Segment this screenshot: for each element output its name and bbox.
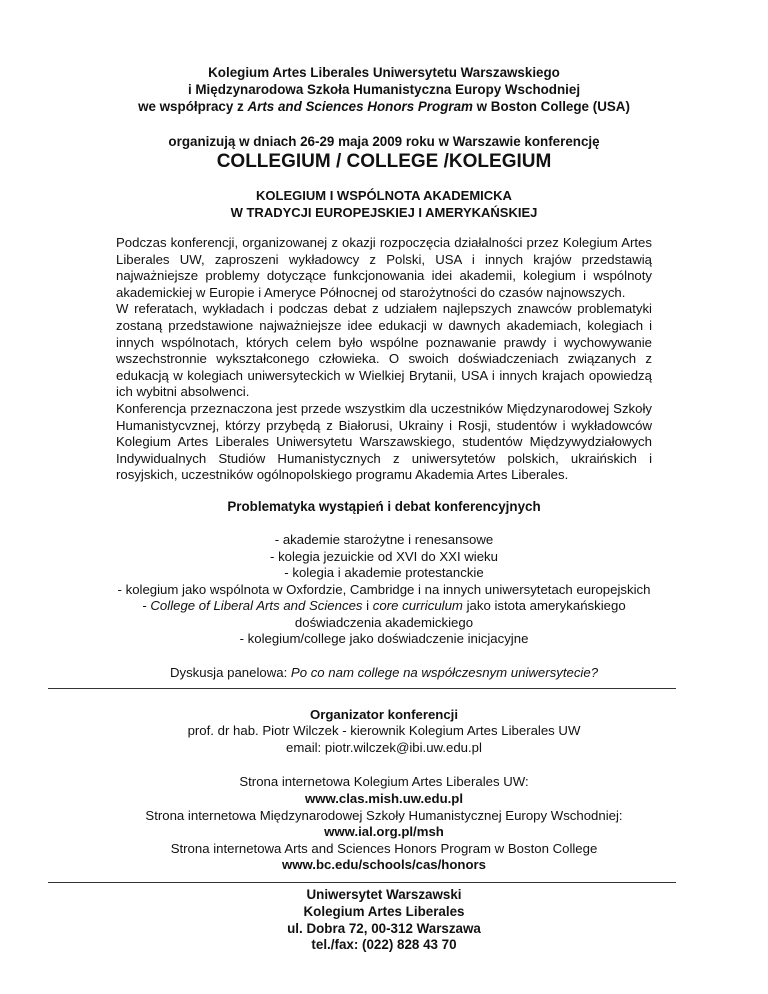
- footer-line-1: Uniwersytet Warszawski: [306, 887, 462, 902]
- topic-dash: -: [142, 598, 151, 614]
- panel-label: Dyskusja panelowa:: [169, 665, 291, 681]
- organizer-block: [0, 707, 768, 757]
- conference-title: COLLEGIUM / COLLEGE /KOLEGIUM: [216, 151, 552, 172]
- topics-list: [0, 532, 768, 648]
- link-label: Strona internetowa Międzynarodowej Szkoły Humanistycznej Europy Wschodniej:: [145, 807, 623, 823]
- description-body: [116, 235, 652, 484]
- footer-line-2: Kolegium Artes Liberales: [303, 903, 465, 919]
- link-label: Strona internetowa Kolegium Artes Liberales UW:: [239, 774, 529, 790]
- header-line-3-end: w Boston College (USA): [472, 99, 630, 114]
- topic-item-continued: doświadczenia akademickiego: [294, 614, 474, 630]
- panel-discussion: [0, 665, 768, 682]
- honors-program-name: Arts and Sciences Honors Program: [247, 99, 473, 114]
- panel-question: Po co nam college na współczesnym uniwersytecie?: [290, 665, 599, 681]
- footer-line-4: tel./fax: (022) 828 43 70: [311, 937, 457, 953]
- topic-item: [0, 598, 768, 615]
- topic-item: - kolegia i akademie protestanckie: [284, 565, 484, 581]
- topic-item: - akademie starożytne i renesansowe: [274, 531, 494, 547]
- header-line-3: [0, 98, 768, 115]
- subtitle-line-2: W TRADYCJI EUROPEJSKIEJ I AMERYKAŃSKIEJ: [230, 205, 538, 220]
- topic-item: - kolegium/college jako doświadczenie inicjacyjne: [239, 631, 529, 647]
- description-paragraph: Podczas konferencji, organizowanej z okazji rozpoczęcia działalności przez Kolegium Artes Liberales UW, zaproszeni wykładowcy z Polski, USA i innych krajów przedstawią najważniejsze problemy dotyczące funkcjonowania idei akademii, kolegium i wspólnoty akademickiej w Europie i Ameryce Północnej od starożytności do czasów najnowszych.: [116, 235, 652, 300]
- header-block: [0, 64, 768, 115]
- footer-line-3: ul. Dobra 72, 00-312 Warszawa: [287, 920, 481, 936]
- organizer-email: email: piotr.wilczek@ibi.uw.edu.pl: [286, 739, 482, 755]
- header-line-1: Kolegium Artes Liberales Uniwersytetu Warszawskiego: [208, 65, 560, 80]
- topic-italic-college: College of Liberal Arts and Sciences: [150, 598, 363, 614]
- divider: [48, 688, 676, 689]
- links-block: [0, 774, 768, 874]
- footer-address: [0, 887, 768, 954]
- subtitle-line-1: KOLEGIUM I WSPÓLNOTA AKADEMICKA: [256, 188, 512, 203]
- topic-item: - kolegia jezuickie od XVI do XXI wieku: [270, 548, 498, 564]
- topic-item: - kolegium jako wspólnota w Oxfordzie, Cambridge i na innych uniwersytetach europejskich: [117, 581, 651, 597]
- topic-text: jako istota amerykańskiego: [462, 598, 626, 614]
- topics-heading: Problematyka wystąpień i debat konferencyjnych: [227, 498, 541, 514]
- link-url-msh[interactable]: www.ial.org.pl/msh: [324, 824, 444, 840]
- link-url-bc[interactable]: www.bc.edu/schools/cas/honors: [282, 857, 486, 873]
- organizer-person: prof. dr hab. Piotr Wilczek - kierownik Kolegium Artes Liberales UW: [187, 723, 581, 739]
- topic-conjunction: i: [362, 598, 373, 614]
- divider: [48, 882, 676, 883]
- description-paragraph: W referatach, wykładach i podczas debat z udziałem najlepszych znawców problematyki zostaną przedstawione najważniejsze idee edukacji w dawnych akademiach, kolegiach i innych wspólnotach, których celem było wspólne poznawanie prawdy i wychowywanie wszechstronnie wykształconego człowieka. O swoich doświadczeniach związanych z edukacją w kolegiach uniwersyteckich w Wielkiej Brytanii, USA i innych krajach opowiedzą ich wybitni absolwenci.: [116, 301, 652, 400]
- header-line-3-start: we współpracy z: [138, 99, 248, 114]
- organizer-heading: Organizator konferencji: [309, 706, 459, 722]
- description-paragraph: Konferencja przeznaczona jest przede wszystkim dla uczestników Międzynarodowej Szkoły Humanistycvznej, którzy przybędą z Białorusi, Ukrainy i Rosji, studentów i wykładowców Kolegium Artes Liberales Uniwersytetu Warszawskiego, studentów Międzywydziałowych Indywidualnych Studiów Humanistycznych z uniwersytetów polskich, ukraińskich i rosyjskich, uczestników ogólnopolskiego programu Akademia Artes Liberales.: [116, 400, 652, 483]
- link-url-clas[interactable]: www.clas.mish.uw.edu.pl: [304, 791, 464, 807]
- header-line-2: i Międzynarodowa Szkoła Humanistyczna Europy Wschodniej: [187, 82, 581, 97]
- link-label: Strona internetowa Arts and Sciences Honors Program w Boston College: [170, 840, 598, 856]
- topic-italic-core: core curriculum: [372, 598, 463, 614]
- conference-subtitle: [0, 187, 768, 221]
- organize-line: organizują w dniach 26-29 maja 2009 roku w Warszawie konferencję: [168, 134, 600, 149]
